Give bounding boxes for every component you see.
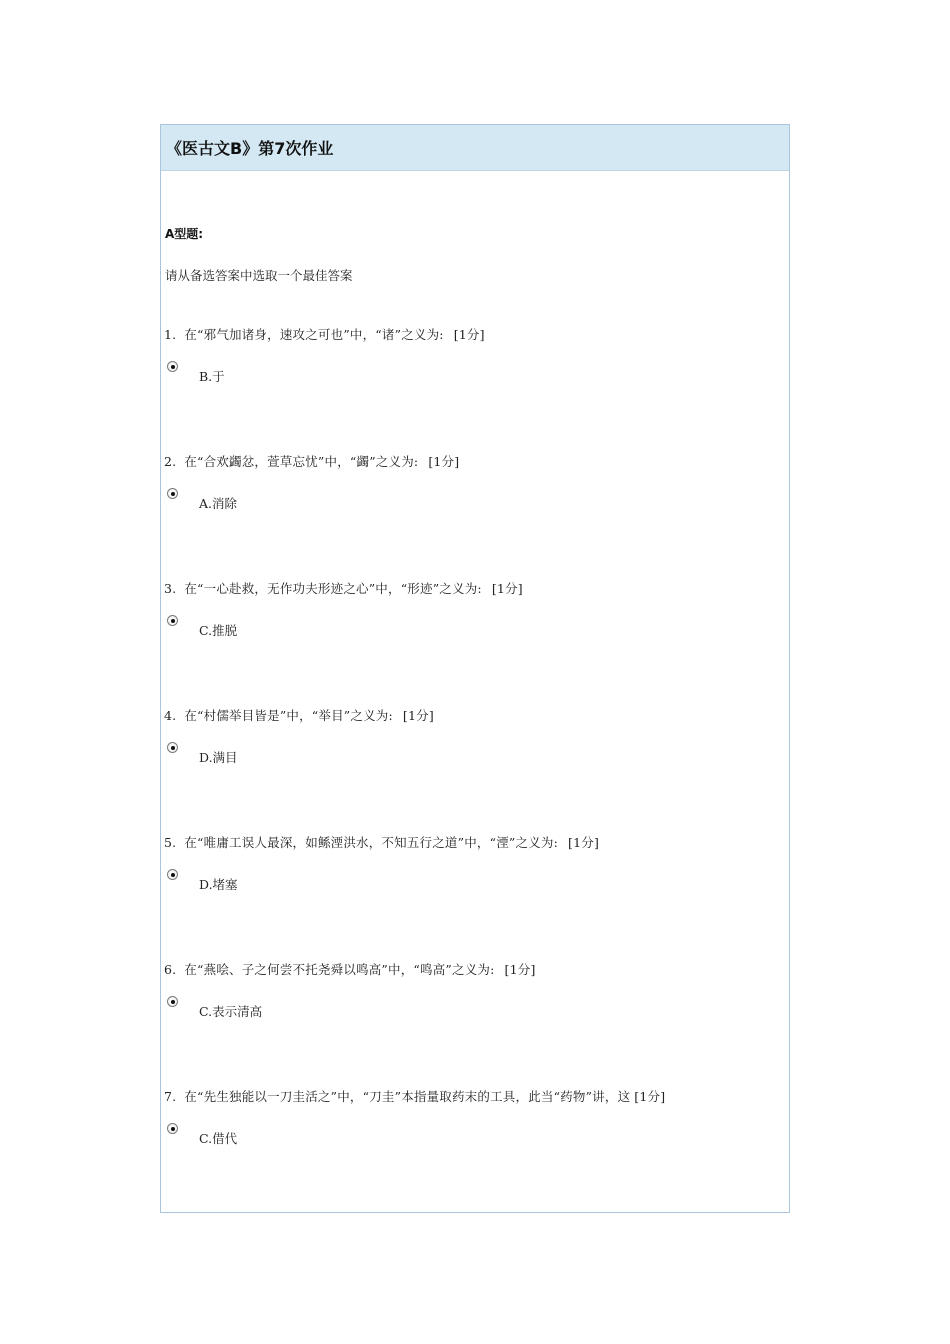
selected-answer: C.借代 <box>199 1131 238 1146</box>
answer-row[interactable] <box>164 1123 784 1153</box>
question-item <box>164 1087 784 1153</box>
question-stem: 在“唯庸工误人最深，如鲧湮洪水，不知五行之道”中，“湮”之义为: <box>184 835 559 850</box>
question-item <box>164 706 784 772</box>
question-number: 1. <box>164 327 177 342</box>
answer-row[interactable] <box>164 615 784 645</box>
question-number: 6. <box>164 962 177 977</box>
question-stem: 在“邪气加诸身，速攻之可也”中，“诸”之义为: <box>184 327 444 342</box>
question-score: [1分] <box>634 1089 666 1104</box>
radio-selected-icon[interactable] <box>167 996 178 1007</box>
question-text <box>164 833 784 851</box>
selected-answer: C.推脱 <box>199 623 238 638</box>
question-stem: 在“先生独能以一刀圭活之”中，“刀圭”本指量取药末的工具，此当“药物”讲，这 <box>184 1089 631 1104</box>
selected-answer: D.堵塞 <box>199 877 238 892</box>
radio-selected-icon[interactable] <box>167 1123 178 1134</box>
question-stem: 在“燕哙、子之何尝不托尧舜以鸣高”中，“鸣高”之义为: <box>184 962 495 977</box>
question-stem: 在“合欢蠲忿，萱草忘忧”中，“蠲”之义为: <box>184 454 419 469</box>
question-score: [1分] <box>504 962 536 977</box>
selected-answer: C.表示清高 <box>199 1004 263 1019</box>
instruction-text: 请从备选答案中选取一个最佳答案 <box>165 268 353 283</box>
question-type-label: A型题: <box>165 227 204 241</box>
answer-row[interactable] <box>164 869 784 899</box>
page-title: 《医古文B》第7次作业 <box>166 139 334 158</box>
question-item <box>164 452 784 518</box>
radio-selected-icon[interactable] <box>167 742 178 753</box>
selected-answer: B.于 <box>199 369 225 384</box>
question-text <box>164 1087 784 1105</box>
question-text <box>164 452 784 470</box>
question-score: [1分] <box>402 708 434 723</box>
answer-row[interactable] <box>164 742 784 772</box>
radio-selected-icon[interactable] <box>167 869 178 880</box>
question-item <box>164 579 784 645</box>
selected-answer: D.满目 <box>199 750 238 765</box>
question-text <box>164 706 784 724</box>
question-number: 3. <box>164 581 177 596</box>
question-score: [1分] <box>491 581 523 596</box>
question-number: 5. <box>164 835 177 850</box>
answer-row[interactable] <box>164 996 784 1026</box>
assignment-panel <box>160 124 790 1213</box>
question-text <box>164 579 784 597</box>
question-number: 7. <box>164 1089 177 1104</box>
question-item <box>164 960 784 1026</box>
question-text <box>164 325 784 343</box>
question-score: [1分] <box>428 454 460 469</box>
question-stem: 在“村儒举目皆是”中，“举目”之义为: <box>184 708 393 723</box>
question-number: 4. <box>164 708 177 723</box>
answer-row[interactable] <box>164 361 784 391</box>
question-text <box>164 960 784 978</box>
question-item <box>164 325 784 391</box>
question-score: [1分] <box>568 835 600 850</box>
radio-selected-icon[interactable] <box>167 361 178 372</box>
radio-selected-icon[interactable] <box>167 488 178 499</box>
selected-answer: A.消除 <box>199 496 238 511</box>
radio-selected-icon[interactable] <box>167 615 178 626</box>
question-item <box>164 833 784 899</box>
answer-row[interactable] <box>164 488 784 518</box>
question-stem: 在“一心赴救，无作功夫形迹之心”中，“形迹”之义为: <box>184 581 482 596</box>
question-score: [1分] <box>453 327 485 342</box>
panel-header <box>161 125 789 171</box>
question-number: 2. <box>164 454 177 469</box>
